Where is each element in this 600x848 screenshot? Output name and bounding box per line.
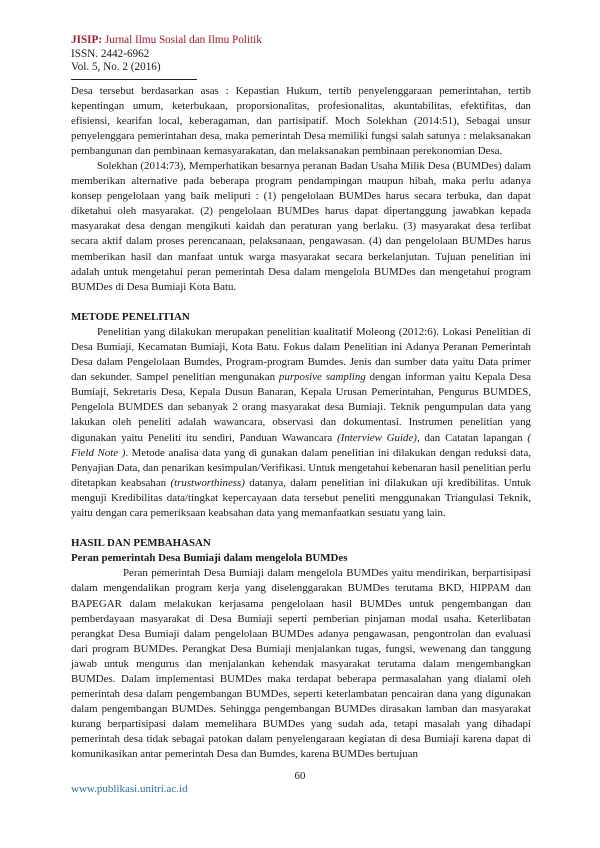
header-divider	[71, 79, 197, 80]
journal-abbr: JISIP:	[71, 34, 103, 46]
methods-text: . Metode analisa data yang di gunakan dalam penelitian ini dilakukan dengan reduksi data, Penyajian Data, dan penarikan kesimpulan/Verifikasi. Untuk mengetahui kebenaran hasil penelitian perlu ditetapkan keabsahan	[71, 446, 531, 489]
journal-name: Jurnal Ilmu Sosial dan Ilmu Politik	[102, 34, 262, 46]
page-number: 60	[294, 770, 306, 782]
methods-text: datanya, dalam penelitian ini dilakukan uji kredibilitas. Untuk menguji Kredibilitas data/tingkat kepercayaan data tersebut peneliti menggunakan Triangulasi Teknik, yaitu dengan cara pemeriksaan keabsahan data yang memanfaatkan sesuatu yang lain.	[71, 476, 531, 520]
methods-text: dengan informan yaitu Kepala Desa Bumiaji, Sekretaris Desa, Kepala Dusun Banaran, Kepala Urusan Pemerintahan, Pengurus BUMDES, Pengelola BUMDES dan sebanyak 2 orang masyarakat desa Bumiaji. Teknik pengumpulan data yang lakukan oleh peneliti adalah wawancara, observasi dan dokumentasi. Instrumen penelitian yang digunakan yaitu Peneliti itu sendiri, Panduan Wawancara	[71, 371, 531, 444]
article-body	[71, 84, 531, 763]
methods-text: , dan Catatan lapangan	[416, 431, 528, 444]
methods-paragraph	[71, 325, 531, 521]
results-paragraph: Peran pemerintah Desa Bumiaji dalam mengelola BUMDes yaitu mendirikan, berpartisipasi dalam mengendalikan program kerja yang diselenggarakan BUMDes terutama BKD, HIPPAM dan BAPEGAR dalam melakukan kerjasama pengelolaan hasil BUMDes untuk pengembangan dan pemberdayaan masyarakat di Desa Bumiaji seperti pemberian pinjaman modal usaha. Keterlibatan perangkat Desa Bumiaji dalam pengelolaan BUMDes adanya pengawasan, pengontrolan dan evaluasi dari program BUMDes. Perangkat Desa Bumiaji menjalankan tugas, fungsi, wewenang dan tanggung jawab untuk mengurus dan menjalankan kehendak masyarakat terutama dalam mengembangkan BUMDes. Dalam implementasi BUMDes maka terdapat beberapa permasalahan yang dialami oleh pemerintah desa dalam pengembangan BUMDes, seperti keterlambatan pencairan dana yang digunakan dalam pengembangan BUMDes. Sehingga pengembangan BUMDes dirasakan lamban dan masyarakat kurang berpartisipasi dalam memelihara BUMDes yang sudah ada, tetapi masalah yang dihadapi pemerintah desa tidak sebagai patokan dalam penyelengaraan kegiatan di desa Bumiaji karena dapat di komunikasikan antar pemerintah Desa dan Bumdes, karena BUMDes bertujuan	[71, 567, 531, 761]
methods-italic-term: (trustworthiness)	[170, 476, 245, 489]
section-heading-results: HASIL DAN PEMBAHASAN	[71, 537, 211, 550]
methods-italic-term: (Interview Guide)	[337, 431, 417, 444]
subsection-heading: Peran pemerintah Desa Bumiaji dalam mengelola BUMDes	[71, 552, 348, 565]
intro-paragraph-1: Desa tersebut berdasarkan asas : Kepastian Hukum, tertib penyelenggaraan pemerintahan, tertib kepentingan umum, keterbukaan, proporsionalitas, profesionalitas, akuntabilitas, efektifitas, dan efisiensi, kearifan local, keberagaman, dan partisipatif. Moch Solekhan (2014:51), Sebagai unsur penyelenggara pemerintahan desa, maka pemerintah Desa memiliki fungsi salah satunya : melaksanakan pembangunan dan pembinaan kemasyarakatan, dan melaksanakan pembinaan perekonomian Desa.	[71, 84, 531, 157]
journal-title	[71, 34, 531, 48]
methods-italic-term: purposive sampling	[278, 371, 366, 384]
section-heading-methods: METODE PENELITIAN	[71, 310, 190, 323]
section-gap	[71, 521, 531, 536]
footer-url-link[interactable]: www.publikasi.unitri.ac.id	[71, 783, 188, 795]
methods-italic-term: ( Field Note )	[71, 431, 532, 459]
journal-page	[71, 34, 531, 763]
journal-header	[71, 34, 531, 80]
intro-paragraph-2: Solekhan (2014:73), Memperhatikan besarnya peranan Badan Usaha Milik Desa (BUMDes) dalam memberikan alternative pada beberapa program pendampingan maupun hibah, maka perlu adanya konsep pengelolaan yang baik meliputi : (1) pengelolaan BUMDes harus secara terbuka, dan dapat diketahui oleh masyarakat. (2) pengelolaan BUMDes harus dapat dipertanggung jawabkan kepada masyarakat desa dengan mengikuti kaidah dan peraturan yang berlaku. (3) masyarakat desa terlibat secara aktif dalam proses perencanaan, pelaksanaan, pengawasan. (4) dan pengelolaan BUMDes harus memberikan hasil dan manfaat untuk warga masyarakat secara berkelanjutan. Tujuan penelitian ini adalah untuk mengetahui peran pemerintah Desa dalam mengelola BUMDes dan mengetahui program BUMDes di Desa Bumiaji Kota Batu.	[71, 159, 531, 293]
volume-issue: Vol. 5, No. 2 (2016)	[71, 61, 161, 73]
methods-text: Penelitian yang dilakukan merupakan penelitian kualitatif Moleong (2012:6). Lokasi Penelitian di Desa Bumiaji, Kecamatan Bumiaji, Kota Batu. Fokus dalam Penelitian ini Adanya Peranan Pemerintah Desa dalam Pengelolaan Bumdes, Program-program Bumdes. Jenis dan sumber data yaitu Data primer dan sekunder. Sampel penelitian mengunakan	[71, 325, 531, 384]
section-gap	[71, 295, 531, 310]
issn: ISSN. 2442-6962	[71, 47, 150, 60]
